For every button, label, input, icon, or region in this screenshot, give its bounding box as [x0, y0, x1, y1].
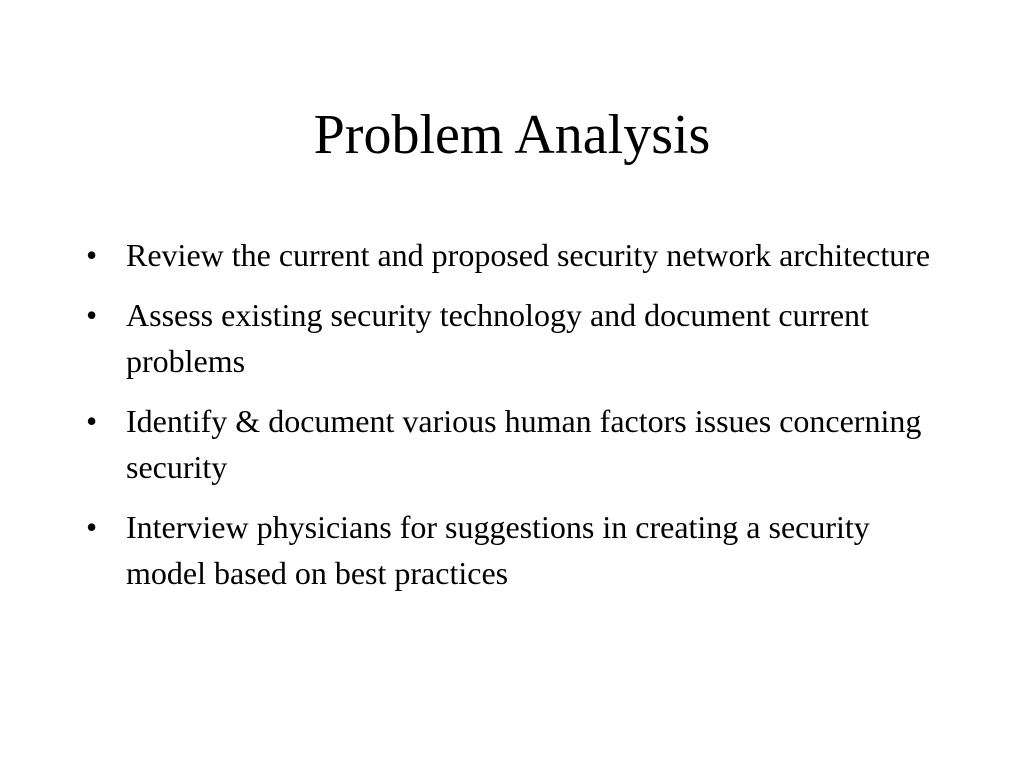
bullet-item [86, 292, 946, 384]
bullet-text: Assess existing security technology and document current problems [126, 297, 869, 379]
slide-title: Problem Analysis [313, 104, 711, 166]
bullet-text: Interview physicians for suggestions in creating a security model based on best practices [126, 509, 870, 591]
bullet-item [86, 398, 946, 490]
bullet-text: Review the current and proposed security network architecture [126, 237, 931, 273]
bullet-icon: • [86, 297, 98, 333]
bullet-text: Identify & document various human factors issues concerning security [126, 403, 922, 485]
bullet-list [86, 232, 946, 610]
bullet-item [86, 504, 946, 596]
bullet-icon: • [86, 509, 98, 545]
bullet-icon: • [86, 403, 98, 439]
bullet-item [86, 232, 946, 278]
bullet-icon: • [86, 237, 98, 273]
